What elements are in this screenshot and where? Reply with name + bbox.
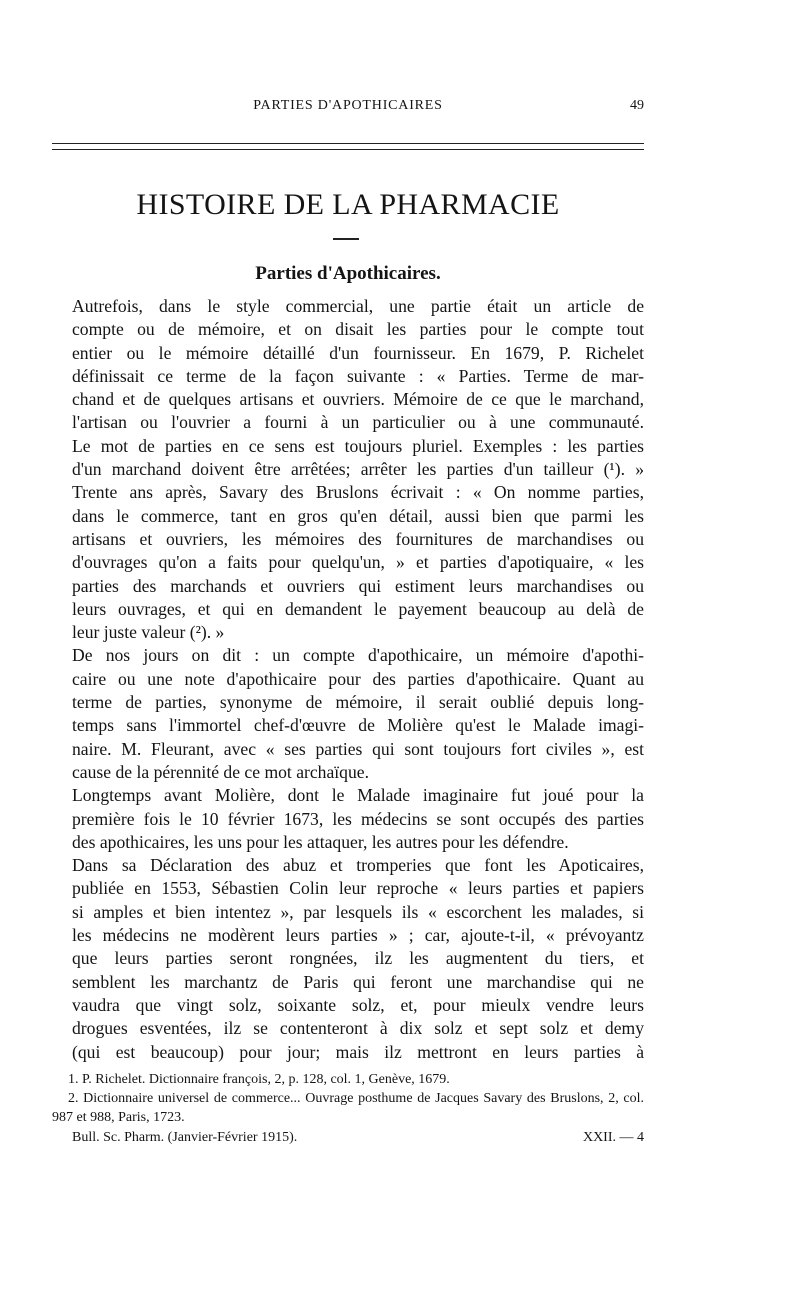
text-line: d'un marchand doivent être arrêtées; arrêter les parties d'un tailleur (¹). » — [72, 459, 644, 480]
text-line: première fois le 10 février 1673, les médecins se sont occupés des parties — [72, 808, 644, 829]
section-heading: Parties d'Apothicaires. — [255, 263, 441, 284]
text-line: publiée en 1553, Sébastien Colin leur reproche « leurs parties et papiers — [72, 878, 644, 899]
text-line: chand et de quelques artisans et ouvriers. Mémoire de ce que le marchand, — [72, 389, 644, 410]
text-line: parties des marchands et ouvriers qui estiment leurs marchandises ou — [72, 575, 644, 596]
text-line: définissait ce terme de la façon suivante : « Parties. Terme de mar- — [72, 365, 644, 386]
text-line: caire ou une note d'apothicaire pour des parties d'apothicaire. Quant au — [72, 668, 644, 689]
volume-signature: XXII. — 4 — [582, 1130, 644, 1145]
text-line: si amples et bien intentez », par lesquels ils « escorchent les malades, si — [72, 901, 644, 922]
text-line: les médecins ne modèrent leurs parties » ; car, ajoute-t-il, « prévoyantz — [72, 925, 644, 946]
text-line: entier ou le mémoire détaillé d'un fournisseur. En 1679, P. Richelet — [72, 342, 644, 363]
text-line: d'ouvrages qu'on a faits pour quelqu'un, » et parties d'apotiquaire, « les — [72, 552, 644, 573]
header-rule-thick — [52, 143, 644, 144]
running-head — [52, 98, 644, 120]
text-line: artisans et ouvriers, les mémoires des fournitures de marchandises ou — [72, 528, 644, 549]
text-line: Dans sa Déclaration des abuz et tromperies que font les Apoticaires, — [72, 855, 644, 876]
text-line: terme de parties, synonyme de mémoire, il serait oublié depuis long- — [72, 692, 644, 713]
header-rule-thin — [52, 149, 644, 150]
text-line: compte ou de mémoire, et on disait les parties pour le compte tout — [72, 319, 644, 340]
text-line: leurs ouvrages, et qui en demandent le payement beaucoup au delà de — [72, 598, 644, 619]
text-line: De nos jours on dit : un compte d'apothicaire, un mémoire d'apothi- — [72, 645, 644, 666]
paragraph-4 — [52, 854, 644, 1064]
main-title: HISTOIRE DE LA PHARMACIE — [136, 188, 560, 221]
text-line: drogues esventées, ilz se contenteront à dix solz et sept solz et demy — [72, 1018, 644, 1039]
text-line: dans le commerce, tant en gros qu'en détail, aussi bien que parmi les — [72, 505, 644, 526]
title-dash-divider — [333, 238, 359, 240]
page-number: 49 — [630, 98, 644, 113]
text-line: vaudra que vingt solz, soixante solz, et, pour mieulx vendre leurs — [72, 994, 644, 1015]
journal-signature: Bull. Sc. Pharm. (Janvier-Février 1915). — [72, 1130, 298, 1145]
text-line: semblent les marchantz de Paris qui feront une marchandise qui ne — [72, 971, 644, 992]
text-line: leur juste valeur (²). » — [72, 622, 225, 643]
text-line: Autrefois, dans le style commercial, une partie était un article de — [72, 296, 644, 316]
text-line: Trente ans après, Savary des Bruslons écrivait : « On nomme parties, — [72, 482, 644, 503]
paragraph-2 — [52, 644, 644, 784]
text-line: (qui est beaucoup) pour jour; mais ilz mettront en leurs parties à — [72, 1041, 644, 1062]
text-line: temps sans l'immortel chef-d'œuvre de Molière qu'est le Malade imagi- — [72, 715, 644, 736]
text-line: des apothicaires, les uns pour les attaquer, les autres pour les défendre. — [72, 831, 569, 852]
text-line: que leurs parties seront rongnées, ilz les augmentent du tiers, et — [72, 948, 644, 969]
text-line: cause de la pérennité de ce mot archaïque. — [72, 761, 369, 782]
running-title: PARTIES D'APOTHICAIRES — [253, 98, 443, 113]
paragraph-3 — [52, 784, 644, 854]
text-line: naire. M. Fleurant, avec « ses parties qui sont toujours fort civiles », est — [72, 738, 644, 759]
footnote-2: 2. Dictionnaire universel de commerce... Ouvrage posthume de Jacques Savary des Bruslons, 2, col. 987 et 988, Paris, 1723. — [52, 1091, 644, 1125]
paragraph-1 — [52, 295, 644, 644]
footnotes — [52, 1070, 644, 1127]
text-line: Le mot de parties en ce sens est toujours pluriel. Exemples : les parties — [72, 435, 644, 456]
body-text — [52, 295, 644, 1064]
footnote-1: 1. P. Richelet. Dictionnaire françois, 2, p. 128, col. 1, Genève, 1679. — [68, 1072, 450, 1087]
text-line: Longtemps avant Molière, dont le Malade imaginaire fut joué pour la — [72, 785, 644, 806]
text-line: l'artisan ou l'ouvrier a fourni à un particulier ou à une communauté. — [72, 412, 644, 433]
